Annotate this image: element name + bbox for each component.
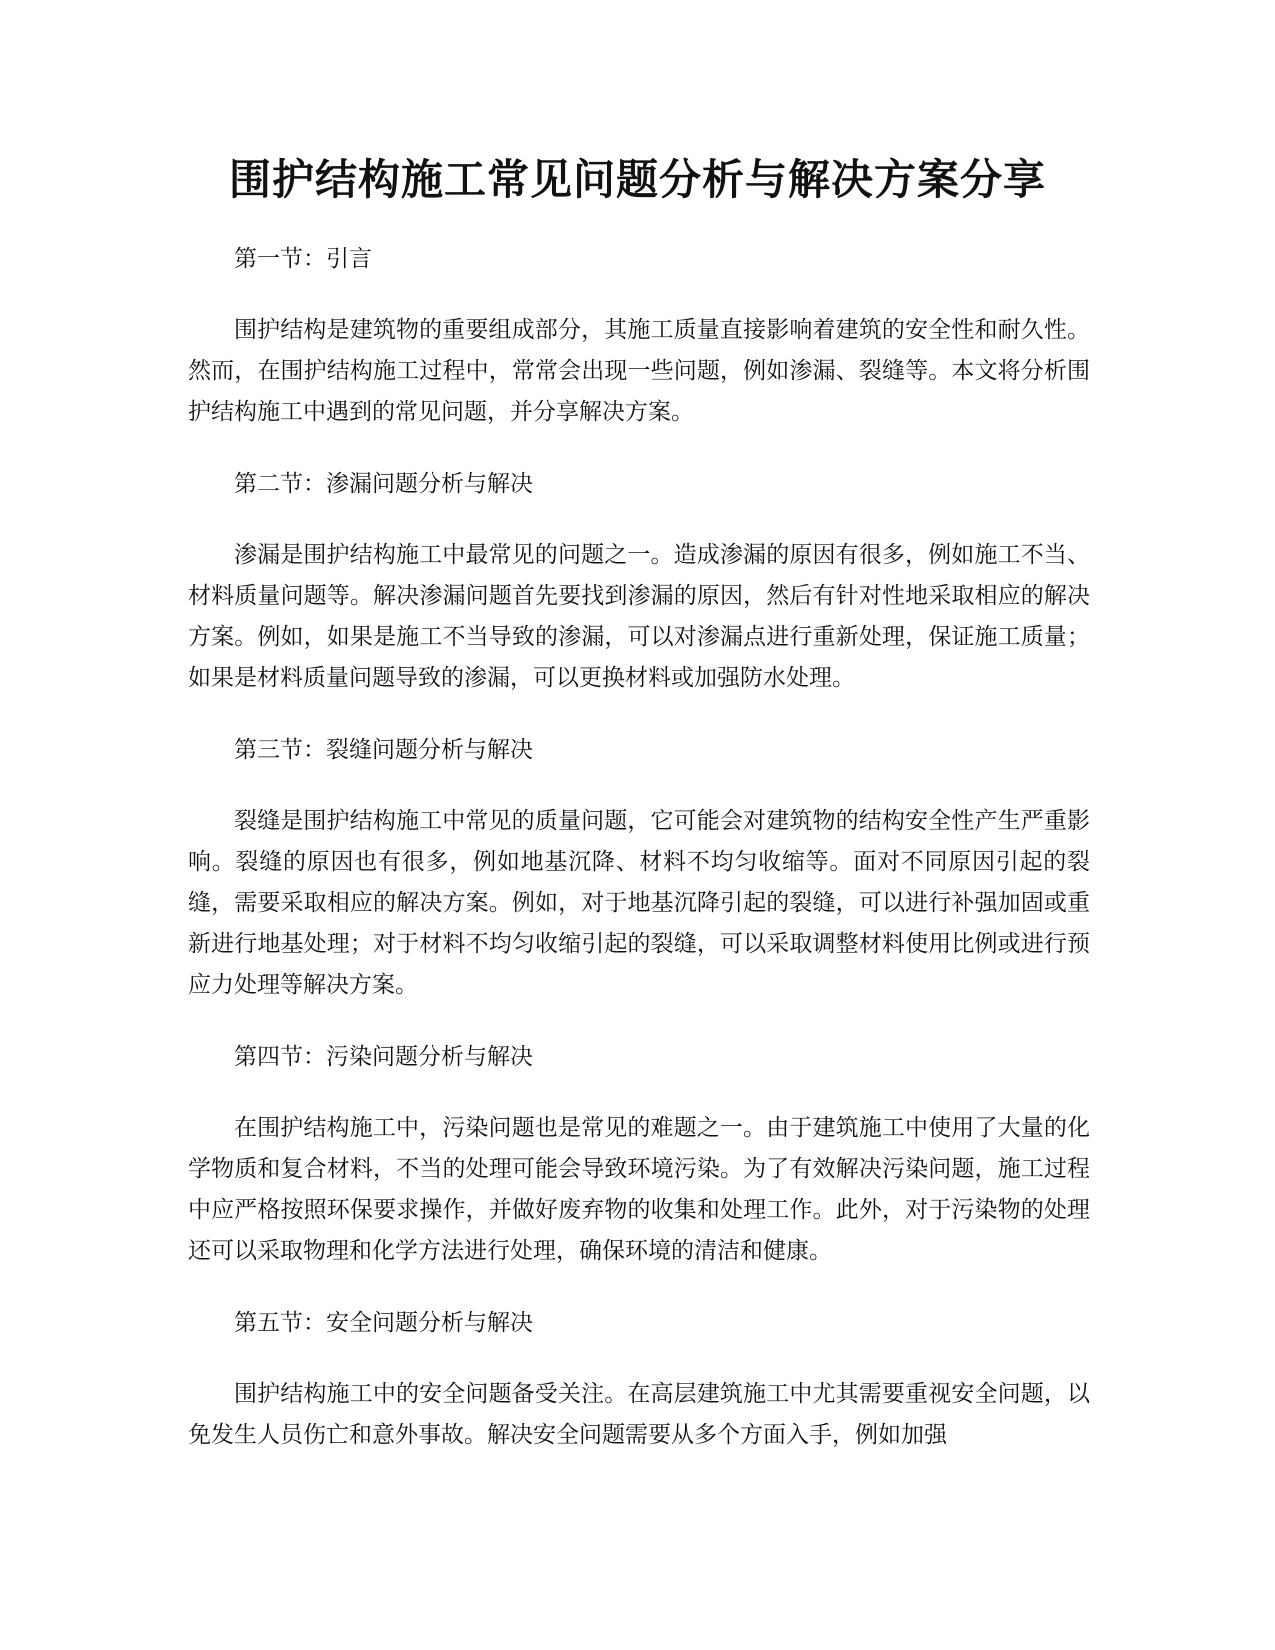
- section-1-paragraph: 围护结构是建筑物的重要组成部分，其施工质量直接影响着建筑的安全性和耐久性。然而，在围护结构施工过程中，常常会出现一些问题，例如渗漏、裂缝等。本文将分析围护结构施工中遇到的常见问题，并分享解决方案。: [188, 317, 1090, 425]
- document-body: [188, 240, 1090, 1488]
- section-4-heading: 第四节：污染问题分析与解决: [234, 1044, 533, 1070]
- section-2-paragraph: 渗漏是围护结构施工中最常见的问题之一。造成渗漏的原因有很多，例如施工不当、材料质量问题等。解决渗漏问题首先要找到渗漏的原因，然后有针对性地采取相应的解决方案。例如，如果是施工不当导致的渗漏，可以对渗漏点进行重新处理，保证施工质量；如果是材料质量问题导致的渗漏，可以更换材料或加强防水处理。: [188, 542, 1090, 691]
- section-5-heading: 第五节：安全问题分析与解决: [234, 1310, 533, 1336]
- section-3-heading: 第三节：裂缝问题分析与解决: [234, 737, 533, 763]
- section-3-paragraph: 裂缝是围护结构施工中常见的质量问题，它可能会对建筑物的结构安全性产生严重影响。裂缝的原因也有很多，例如地基沉降、材料不均匀收缩等。面对不同原因引起的裂缝，需要采取相应的解决方案。例如，对于地基沉降引起的裂缝，可以进行补强加固或重新进行地基处理；对于材料不均匀收缩引起的裂缝，可以采取调整材料使用比例或进行预应力处理等解决方案。: [188, 808, 1090, 998]
- document-title: 围护结构施工常见问题分析与解决方案分享: [228, 155, 1046, 204]
- section-5-paragraph: 围护结构施工中的安全问题备受关注。在高层建筑施工中尤其需要重视安全问题，以免发生人员伤亡和意外事故。解决安全问题需要从多个方面入手，例如加强: [188, 1381, 1090, 1448]
- section-1-heading: 第一节：引言: [234, 246, 372, 272]
- section-2-heading: 第二节：渗漏问题分析与解决: [234, 471, 533, 497]
- section-4-paragraph: 在围护结构施工中，污染问题也是常见的难题之一。由于建筑施工中使用了大量的化学物质和复合材料，不当的处理可能会导致环境污染。为了有效解决污染问题，施工过程中应严格按照环保要求操作，并做好废弃物的收集和处理工作。此外，对于污染物的处理还可以采取物理和化学方法进行处理，确保环境的清洁和健康。: [188, 1115, 1090, 1264]
